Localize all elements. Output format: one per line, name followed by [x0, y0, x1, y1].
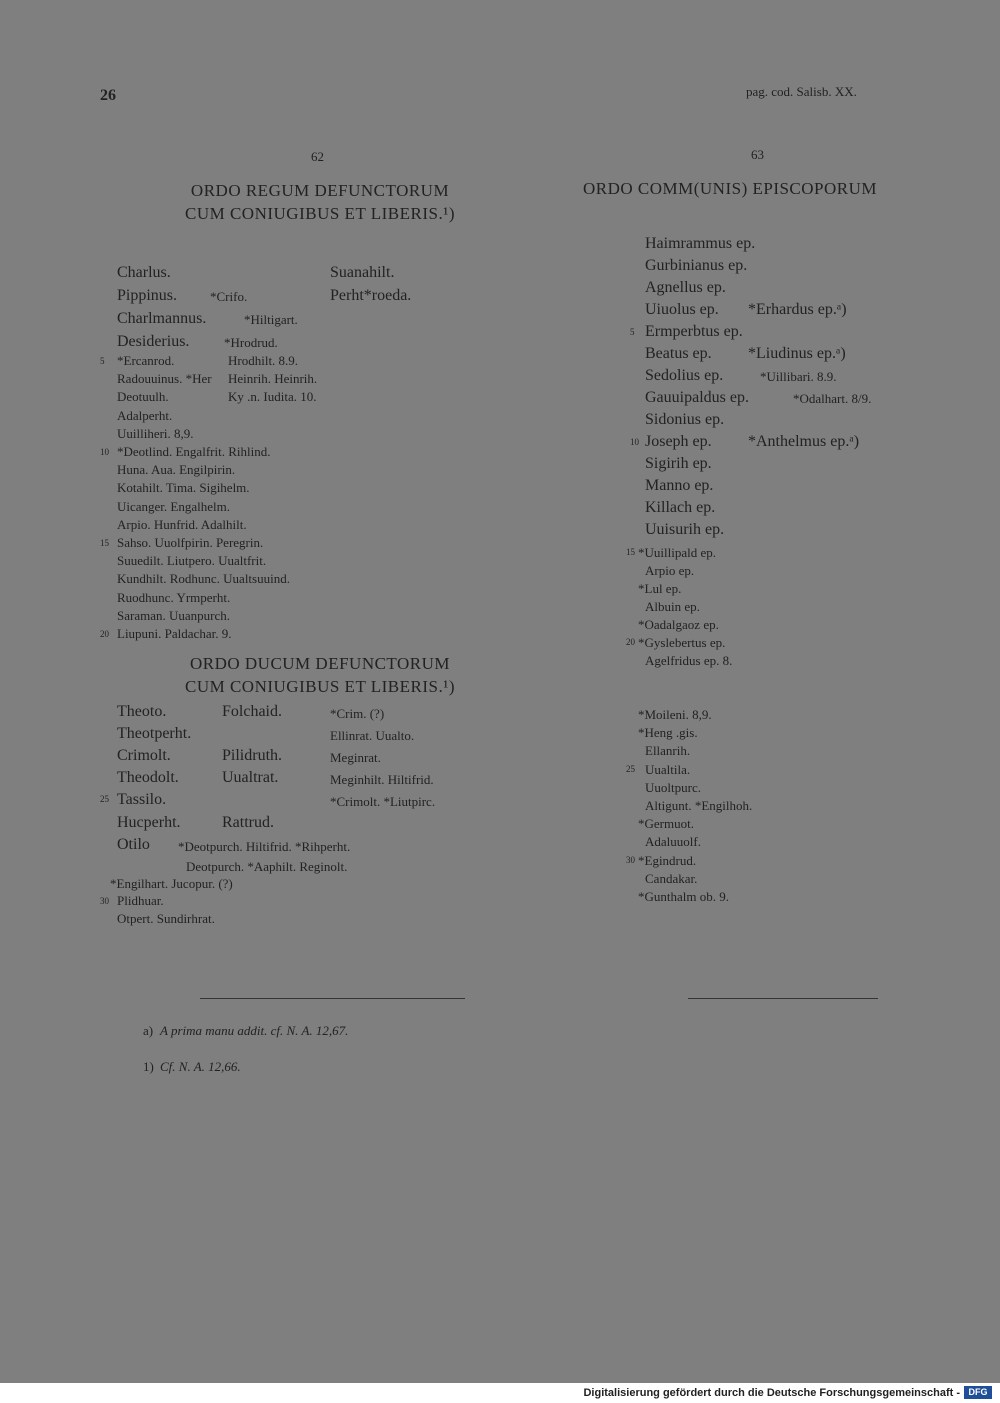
- bishop-entry: *Lul ep.: [638, 581, 682, 596]
- left-rule: [200, 998, 465, 999]
- name-entry: *Hrodrud.: [224, 335, 278, 350]
- bishop-entry: *Oadalgaoz ep.: [638, 617, 719, 632]
- name-entry: Ruodhunc. Yrmperht.: [117, 589, 231, 605]
- right-title: ORDO COMM(UNIS) EPISCOPORUM: [582, 179, 878, 198]
- left-title-line2: CUM CONIUGIBUS ET LIBERIS.¹): [184, 204, 455, 223]
- bishop-entry: Manno ep.: [645, 477, 714, 494]
- line-number: 25: [100, 794, 109, 804]
- name-entry: Ellinrat. Uualto.: [330, 728, 415, 743]
- name-entry: Uicanger. Engalhelm.: [117, 498, 230, 514]
- bishop-entry: *Uuillipald ep.: [638, 545, 716, 560]
- name-entry: Crimolt.: [117, 747, 171, 764]
- name-entry: Adalperht.: [117, 407, 173, 423]
- name-entry: *Ercanrod.: [117, 353, 175, 368]
- name-entry: Kundhilt. Rodhunc. Uualtsuuind.: [117, 571, 290, 587]
- page-number: 26: [100, 87, 116, 104]
- bishop-entry: Beatus ep.: [645, 345, 712, 362]
- bishop-entry: Altigunt. *Engilhoh.: [645, 798, 753, 813]
- name-entry: Charlmannus.: [117, 310, 207, 327]
- name-entry: Suuedilt. Liutpero. Uualtfrit.: [117, 553, 267, 569]
- footnote-1-mark: 1): [143, 1059, 154, 1074]
- name-entry: Rattrud.: [222, 814, 274, 831]
- bishop-entry: *Gyslebertus ep.: [638, 635, 726, 650]
- footer-text: Digitalisierung gefördert durch die Deutsche Forschungsgemeinschaft -: [583, 1387, 960, 1399]
- bishop-entry: Candakar.: [645, 870, 698, 886]
- name-entry: Deotuulh.: [117, 389, 169, 405]
- bishop-entry: Adaluuolf.: [645, 834, 701, 850]
- footnote-a-mark: a): [143, 1023, 154, 1038]
- bishop-entry: Gurbinianus ep.: [645, 257, 748, 274]
- name-entry: Arpio. Hunfrid. Adalhilt.: [117, 516, 247, 532]
- left-title2-line1: ORDO DUCUM DEFUNCTORUM: [189, 654, 451, 673]
- bishop-entry: Uuoltpurc.: [645, 779, 701, 795]
- name-entry: Folchaid.: [222, 703, 282, 720]
- line-number: 15: [626, 547, 635, 557]
- name-entry: Uuilliheri. 8,9.: [117, 425, 194, 441]
- line-number: 5: [630, 327, 635, 337]
- bishop-entry: *Moileni. 8,9.: [638, 707, 712, 722]
- running-head: pag. cod. Salisb. XX.: [746, 84, 857, 99]
- right-rule: [688, 998, 878, 999]
- bishop-entry: *Gunthalm ob. 9.: [638, 889, 729, 904]
- bishop-entry: *Odalhart. 8/9.: [793, 391, 872, 406]
- name-entry: Hucperht.: [117, 814, 181, 831]
- line-number: 10: [630, 437, 639, 447]
- name-entry: Liupuni. Paldachar. 9.: [117, 626, 232, 641]
- left-title2-line2: CUM CONIUGIBUS ET LIBERIS.¹): [184, 677, 455, 696]
- line-number: 20: [100, 629, 109, 639]
- name-entry: Theotperht.: [117, 725, 192, 742]
- name-entry: *Deotlind. Engalfrit. Rihlind.: [117, 444, 271, 459]
- bishop-entry: *Egindrud.: [638, 852, 697, 868]
- bishop-entry: Gauuipaldus ep.: [645, 389, 749, 406]
- name-entry: Kotahilt. Tima. Sigihelm.: [117, 480, 250, 496]
- name-entry: *Crim. (?): [330, 706, 385, 721]
- name-entry: *Engilhart. Jucopur. (?): [110, 876, 233, 891]
- bishop-entry: Joseph ep.: [645, 433, 712, 450]
- bishop-entry: *Liudinus ep.ᵃ): [748, 345, 846, 362]
- bishop-entry: *Heng .gis.: [638, 725, 698, 741]
- name-entry: Suanahilt.: [330, 264, 395, 281]
- bishop-entry: *Germuot.: [638, 816, 694, 832]
- dfg-logo: DFG: [964, 1386, 992, 1399]
- line-number: 30: [626, 854, 635, 865]
- name-entry: *Crifo.: [210, 289, 248, 304]
- footnote-a-text: A prima manu addit. cf. N. A. 12,67.: [160, 1023, 349, 1038]
- left-section-number: 62: [311, 149, 324, 164]
- name-entry: Radouuinus. *Her: [117, 371, 212, 387]
- bishop-entry: Uiuolus ep.: [645, 301, 719, 318]
- bishop-entry: *Erhardus ep.ᵃ): [748, 301, 847, 318]
- bishop-entry: Agelfridus ep. 8.: [645, 653, 733, 668]
- name-entry: Meginhilt. Hiltifrid.: [330, 772, 434, 787]
- footnote-1-text: Cf. N. A. 12,66.: [160, 1059, 241, 1074]
- name-entry: Hrodhilt. 8.9.: [228, 353, 299, 368]
- bishop-entry: Sedolius ep.: [645, 367, 724, 384]
- name-entry: Saraman. Uuanpurch.: [117, 607, 230, 623]
- name-entry: Ky .n. Iudita. 10.: [228, 389, 317, 405]
- bishop-entry: Arpio ep.: [645, 563, 695, 578]
- name-entry: Theoto.: [117, 703, 167, 720]
- bishop-entry: *Uillibari. 8.9.: [760, 369, 837, 384]
- name-entry: Theodolt.: [117, 769, 179, 786]
- name-entry: Sahso. Uuolfpirin. Peregrin.: [117, 535, 264, 550]
- footer-bar: [0, 1383, 1000, 1403]
- name-entry: Pippinus.: [117, 287, 178, 304]
- name-entry: Charlus.: [117, 264, 171, 281]
- bishop-entry: Uuisurih ep.: [645, 521, 725, 538]
- left-title-line1: ORDO REGUM DEFUNCTORUM: [190, 181, 450, 200]
- name-entry: Plidhuar.: [117, 893, 164, 908]
- name-entry: Desiderius.: [117, 333, 190, 350]
- bishop-entry: Sidonius ep.: [645, 411, 725, 428]
- line-number: 15: [100, 538, 109, 548]
- name-entry: Tassilo.: [117, 791, 167, 808]
- line-number: 30: [100, 896, 109, 906]
- bishop-entry: Killach ep.: [645, 499, 716, 516]
- name-entry: *Deotpurch. Hiltifrid. *Rihperht.: [178, 839, 351, 854]
- name-entry: Huna. Aua. Engilpirin.: [117, 462, 236, 478]
- name-entry: Deotpurch. *Aaphilt. Reginolt.: [186, 859, 348, 874]
- name-entry: *Hiltigart.: [244, 312, 298, 327]
- name-entry: Meginrat.: [330, 750, 381, 765]
- name-entry: Pilidruth.: [222, 747, 283, 764]
- bishop-entry: Sigirih ep.: [645, 455, 712, 472]
- name-entry: Otilo: [117, 836, 150, 853]
- line-number: 20: [626, 637, 635, 647]
- bishop-entry: Albuin ep.: [645, 599, 700, 614]
- line-number: 5: [100, 356, 105, 366]
- bishop-entry: Uualtila.: [645, 761, 691, 777]
- line-number: 25: [626, 763, 635, 774]
- name-entry: Heinrih. Heinrih.: [228, 371, 318, 387]
- bishop-entry: *Anthelmus ep.ᵃ): [748, 433, 860, 450]
- bishop-entry: Haimrammus ep.: [645, 235, 756, 252]
- bishop-entry: Agnellus ep.: [645, 279, 726, 296]
- bishop-entry: Ellanrih.: [645, 743, 691, 759]
- line-number: 10: [100, 447, 109, 457]
- right-section-number: 63: [751, 147, 764, 162]
- bishop-entry: Ermperbtus ep.: [645, 323, 743, 340]
- name-entry: Otpert. Sundirhrat.: [117, 911, 215, 926]
- name-entry: *Crimolt. *Liutpirc.: [330, 794, 436, 809]
- name-entry: Uualtrat.: [222, 769, 279, 786]
- name-entry: Perht*roeda.: [330, 287, 412, 304]
